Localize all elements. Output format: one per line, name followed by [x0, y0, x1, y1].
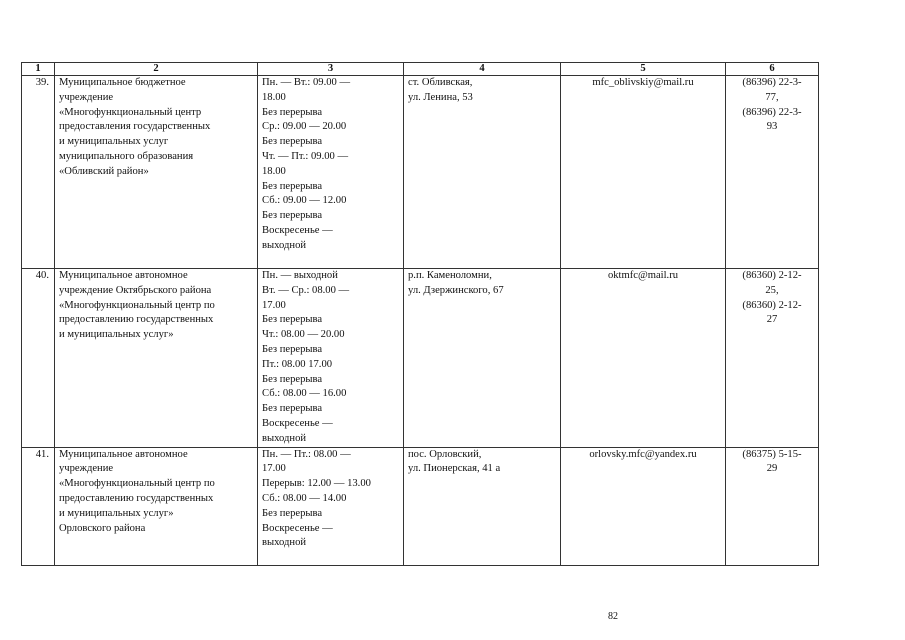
- table-row: [22, 447, 819, 565]
- email-link[interactable]: orlovsky.mfc@yandex.ru: [561, 447, 726, 565]
- address: ст. Обливская, ул. Ленина, 53: [404, 76, 561, 269]
- col-header-4: 4: [404, 63, 561, 76]
- phone-numbers: (86396) 22-3- 77, (86396) 22-3- 93: [726, 76, 819, 269]
- mfc-table: [21, 62, 819, 566]
- header-row: [22, 63, 819, 76]
- col-header-5: 5: [561, 63, 726, 76]
- row-number: 40.: [22, 269, 55, 448]
- working-hours: Пн. — Пт.: 08.00 — 17.00 Перерыв: 12.00 — 13.00 Сб.: 08.00 — 14.00 Без перерыва Воскресенье — выходной: [258, 447, 404, 565]
- email-link[interactable]: oktmfc@mail.ru: [561, 269, 726, 448]
- col-header-3: 3: [258, 63, 404, 76]
- institution-name: Муниципальное бюджетное учреждение «Многофункциональный центр предоставления государственных и муниципальных услуг муниципального образования «Обливский район»: [55, 76, 258, 269]
- institution-name: Муниципальное автономное учреждение Октябрьского района «Многофункциональный центр по предоставлению государственных и муниципальных услуг»: [55, 269, 258, 448]
- address: р.п. Каменоломни, ул. Дзержинского, 67: [404, 269, 561, 448]
- col-header-6: 6: [726, 63, 819, 76]
- address: пос. Орловский, ул. Пионерская, 41 а: [404, 447, 561, 565]
- row-number: 41.: [22, 447, 55, 565]
- phone-numbers: (86360) 2-12- 25, (86360) 2-12- 27: [726, 269, 819, 448]
- working-hours: Пн. — выходной Вт. — Ср.: 08.00 — 17.00 Без перерыва Чт.: 08.00 — 20.00 Без перерыва Пт.: 08.00 17.00 Без перерыва Сб.: 08.00 — 16.00 Без перерыва Воскресенье — выходной: [258, 269, 404, 448]
- table-row: [22, 269, 819, 448]
- institution-name: Муниципальное автономное учреждение «Многофункциональный центр по предоставлению государственных и муниципальных услуг» Орловского района: [55, 447, 258, 565]
- page-number: 82: [608, 611, 618, 622]
- table-row: [22, 76, 819, 269]
- col-header-1: 1: [22, 63, 55, 76]
- phone-numbers: (86375) 5-15- 29: [726, 447, 819, 565]
- row-number: 39.: [22, 76, 55, 269]
- col-header-2: 2: [55, 63, 258, 76]
- working-hours: Пн. — Вт.: 09.00 — 18.00 Без перерыва Ср.: 09.00 — 20.00 Без перерыва Чт. — Пт.: 09.00 — 18.00 Без перерыва Сб.: 09.00 — 12.00 Без перерыва Воскресенье — выходной: [258, 76, 404, 269]
- email-link[interactable]: mfc_oblivskiy@mail.ru: [561, 76, 726, 269]
